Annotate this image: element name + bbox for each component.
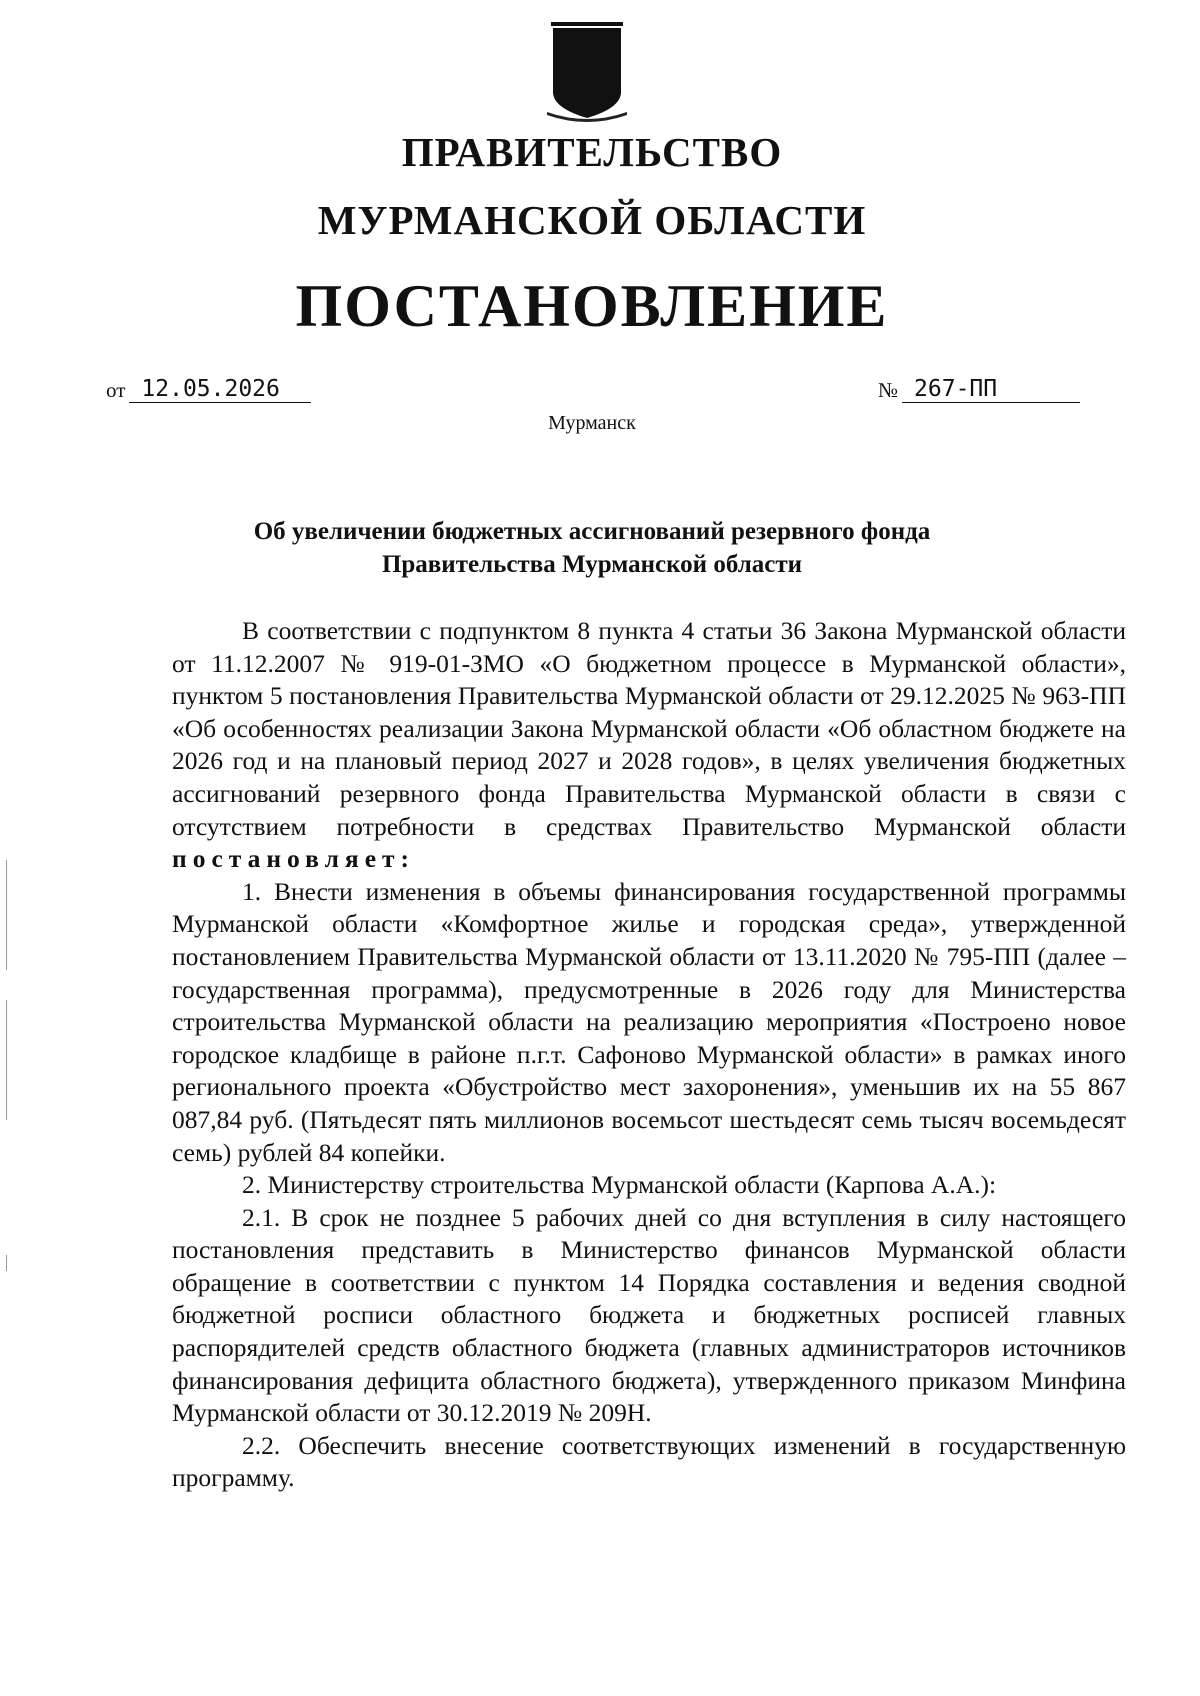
paragraph-2-2: 2.2. Обеспечить внесение соответствующих изменений в государственную программу.: [172, 1430, 1126, 1493]
scan-margin-mark: [6, 1000, 7, 1120]
org-name-line1: ПРАВИТЕЛЬСТВО: [401, 129, 783, 175]
title-line1: Об увеличении бюджетных ассигнований резервного фонда: [253, 518, 931, 545]
paragraph-2-1: 2.1. В срок не позднее 5 рабочих дней со дня вступления в силу настоящего постановления представить в Министерство финансов Мурманской области обращение в соответствии с пунктом 14 Порядка составления и ведения сводной бюджетной росписи областного бюджета и бюджетных росписей главных распорядителей средств областного бюджета (главных администраторов источников финансирования дефицита областного бюджета), утвержденного приказом Минфина Мурманской области от 30.12.2019 № 209Н.: [172, 1202, 1126, 1428]
document-title: [172, 515, 1012, 581]
org-name-line2: МУРМАНСКОЙ ОБЛАСТИ: [317, 197, 867, 243]
scan-margin-mark: [6, 1255, 7, 1271]
preamble-keyword: постановляет:: [172, 844, 416, 874]
scan-margin-mark: [6, 860, 7, 970]
title-line2: Правительства Мурманской области: [381, 551, 803, 578]
coat-of-arms-icon: [547, 22, 627, 122]
document-number: [878, 376, 1080, 403]
paragraph-2: 2. Министерству строительства Мурманской области (Карпова А.А.):: [242, 1170, 997, 1200]
preamble-paragraph: [172, 615, 1126, 876]
preamble-text: В соответствии с подпунктом 8 пункта 4 статьи 36 Закона Мурманской области от 11.12.2007 № 919-01-ЗМО «О бюджетном процессе в Мурманской области», пунктом 5 постановления Правительства Мурманской области от 29.12.2025 № 963-ПП «Об особенностях реализации Закона Мурманской области «Об областном бюджете на 2026 год и на плановый период 2027 и 2028 годов», в целях увеличения бюджетных ассигнований резервного фонда Правительства Мурманской области в связи с отсутствием потребности в средствах Правительство Мурманской области: [172, 616, 1126, 841]
document-type: ПОСТАНОВЛЕНИЕ: [295, 273, 889, 339]
document-date: [106, 376, 311, 403]
date-label: от: [106, 378, 126, 402]
date-value: 12.05.2026: [129, 376, 311, 403]
document-city: Мурманск: [548, 412, 636, 434]
number-label: №: [878, 378, 899, 402]
document-body: [172, 615, 1126, 1495]
number-value: 267-ПП: [902, 376, 1080, 403]
paragraph-1: 1. Внести изменения в объемы финансирования государственной программы Мурманской области «Комфортное жилье и городская среда», утвержденной постановлением Правительства Мурманской области от 13.11.2020 № 795-ПП (далее – государственная программа), предусмотренные в 2026 году для Министерства строительства Мурманской области на реализацию мероприятия «Построено новое городское кладбище в районе п.г.т. Сафоново Мурманской области» в рамках иного регионального проекта «Обустройство мест захоронения», уменьшив их на 55 867 087,84 руб. (Пятьдесят пять миллионов восемьсот шестьдесят семь тысяч восемьдесят семь) рублей 84 копейки.: [172, 876, 1126, 1167]
